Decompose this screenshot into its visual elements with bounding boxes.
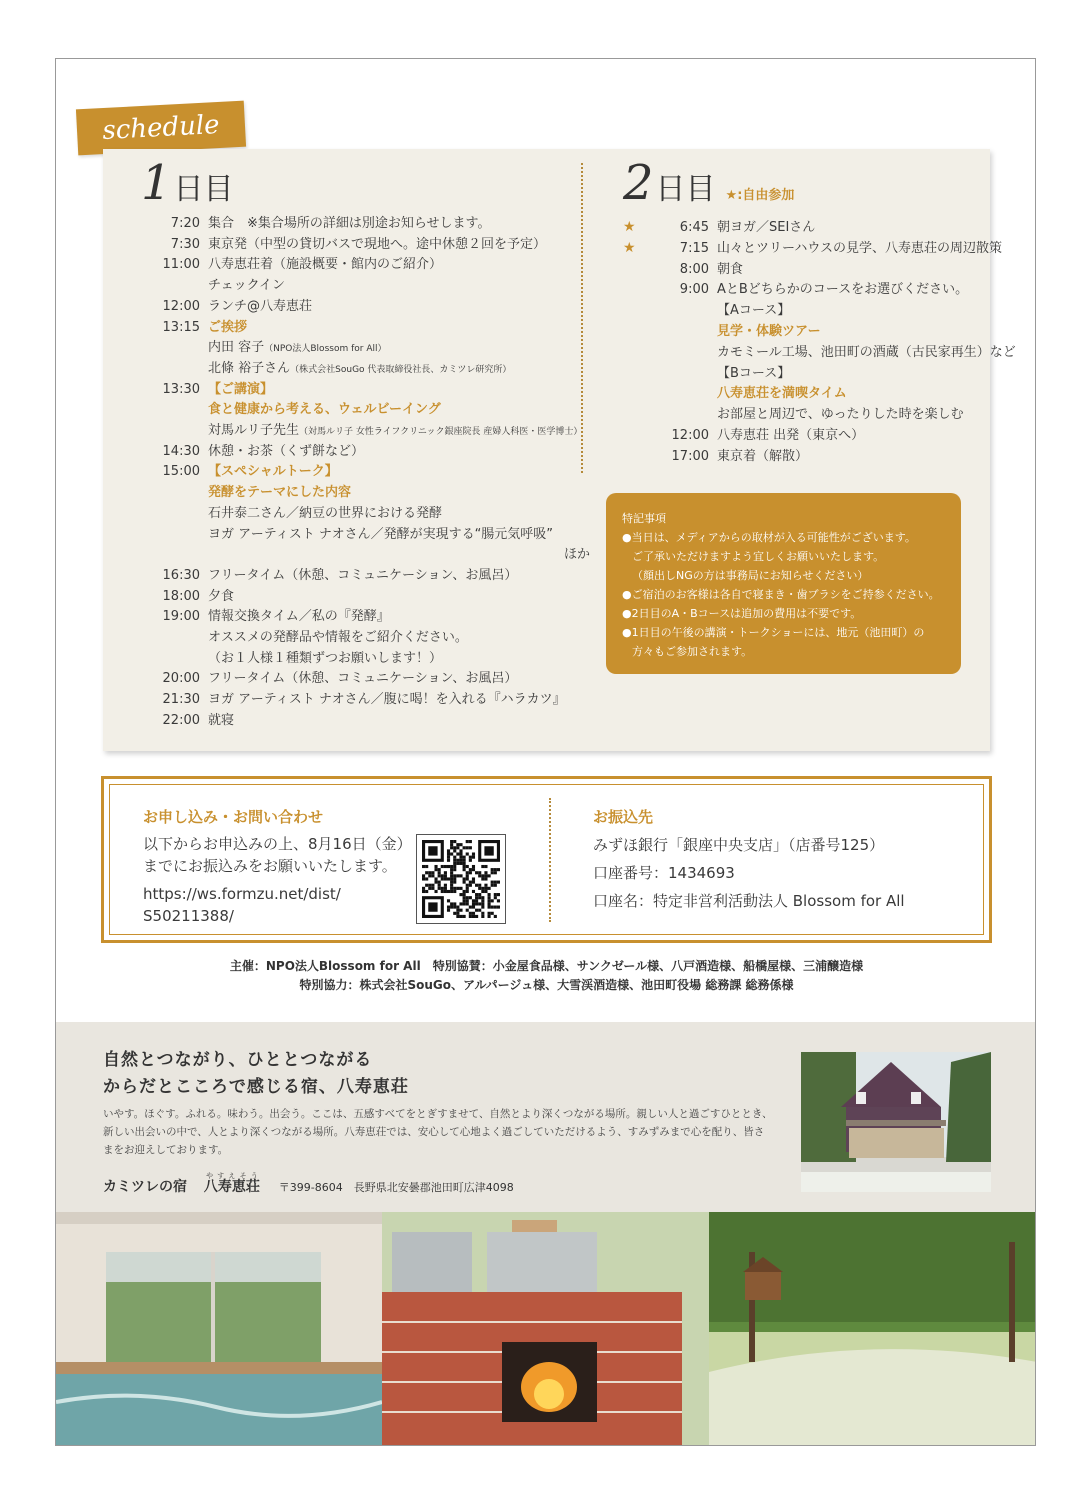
- schedule-item-text: 発酵をテーマにした内容: [208, 485, 352, 501]
- inn-building-photo: [801, 1052, 991, 1192]
- bank-branch: みずほ銀行「銀座中央支店」（店番号125）: [593, 836, 885, 854]
- schedule-item-text: 【Aコース】: [717, 303, 791, 319]
- schedule-time: 20:00: [162, 671, 200, 687]
- schedule-item: [208, 236, 546, 254]
- schedule-item-text: オススメの発酵品や情報をご紹介ください。: [208, 630, 468, 645]
- schedule-time: 18:00: [162, 588, 200, 604]
- schedule-item: [208, 484, 351, 502]
- schedule-item-text: 東京着（解散）: [717, 448, 809, 464]
- qr-code-image: [422, 840, 500, 918]
- inn-name: [203, 1172, 260, 1195]
- schedule-panel: [103, 149, 1016, 751]
- notes-line: （顔出しNGの方は事務局にお知らせください）: [632, 569, 869, 582]
- schedule-time: 15:00: [162, 464, 200, 480]
- inn-name-text: 八寿恵荘: [203, 1179, 260, 1195]
- schedule-item: [208, 629, 468, 647]
- schedule-item: [208, 339, 386, 358]
- schedule-time: 11:00: [162, 257, 200, 273]
- schedule-time: 7:15: [679, 240, 709, 256]
- schedule-item: [717, 323, 821, 341]
- schedule-item-text: （お１人様１種類ずつお願いします！）: [208, 650, 443, 666]
- schedule-time: 12:00: [162, 298, 200, 314]
- schedule-item-text: チェックイン: [208, 278, 285, 294]
- inn-heading-line: 自然とつながり、ひととつながる: [103, 1050, 373, 1070]
- schedule-item-text: 集合 ※集合場所の詳細は別途お知らせします。: [208, 216, 491, 231]
- schedule-tag: schedule: [76, 101, 246, 156]
- schedule-item-text: 八寿恵荘 出発（東京へ）: [717, 428, 865, 443]
- schedule-item: [208, 298, 312, 316]
- inn-name-prefix: カミツレの宿: [103, 1179, 187, 1195]
- schedule-time: 14:30: [162, 443, 200, 459]
- schedule-item-text: AとBどちらかのコースをお選びください。: [717, 282, 969, 298]
- flyer-page: [55, 58, 1036, 1446]
- schedule-item-text: 八寿恵荘着（施設概要・館内のご紹介）: [208, 257, 443, 273]
- schedule-item-text: 見学・体験ツアー: [717, 324, 821, 339]
- star-icon: ★: [623, 219, 636, 235]
- schedule-item: [208, 319, 247, 337]
- schedule-item: [208, 691, 566, 709]
- schedule-item: [208, 360, 511, 379]
- schedule-item-text: 【スペシャルトーク】: [208, 464, 338, 480]
- schedule-item: [208, 256, 442, 274]
- schedule-time: 8:00: [679, 261, 709, 277]
- star-icon: ★: [623, 239, 636, 256]
- schedule-item: [208, 401, 441, 419]
- schedule-time: 21:30: [162, 692, 200, 708]
- schedule-item-text: 山々とツリーハウスの見学、八寿恵荘の周辺散策: [717, 240, 1002, 256]
- day1-number: 1: [141, 155, 172, 211]
- inn-address: 〒399-8604 長野県北安曇郡池田町広津4098: [278, 1181, 514, 1194]
- schedule-item-text: 石井泰二さん／納豆の世界における発酵: [208, 505, 443, 521]
- schedule-item-text: 【ご講演】: [208, 381, 274, 397]
- schedule-time: 19:00: [162, 609, 200, 625]
- schedule-time: 12:00: [671, 428, 709, 443]
- schedule-time: 6:45: [679, 220, 709, 235]
- brick-oven-photo: [382, 1212, 709, 1446]
- schedule-item: [208, 608, 390, 626]
- bank-account-name: 口座名：特定非営利活動法人 Blossom for All: [593, 892, 905, 910]
- sponsors-line: 主催：NPO法人Blossom for All 特別協賛：小金屋食品様、サンクゼール様、八戸酒造様、船橋屋様、三浦醸造様: [229, 959, 864, 973]
- schedule-item-note: （対馬ルリ子 女性ライフクリニック銀座院長 産婦人科医・医学博士）: [299, 427, 583, 437]
- forest-treehouse-photo: [709, 1212, 1036, 1446]
- schedule-item-text: フリータイム（休憩、コミュニケーション、お風呂）: [208, 671, 518, 687]
- contact-divider: [549, 798, 551, 922]
- schedule-item-text: 情報交換タイム／私の『発酵』: [208, 609, 390, 625]
- inn-heading-line: からだとこころで感じる宿、八寿恵荘: [103, 1077, 409, 1097]
- bank-title: お振込先: [593, 808, 654, 826]
- bank-account-number: 口座番号：1434693: [593, 864, 735, 882]
- contact-box: [101, 776, 992, 943]
- form-url-link[interactable]: https://ws.formzu.net/dist/: [143, 885, 341, 903]
- free-participation-note: ★:自由参加: [725, 188, 795, 203]
- notes-line: ●ご宿泊のお客様は各自で寝まき・歯ブラシをご持参ください。: [622, 588, 940, 601]
- day2-heading: [623, 155, 794, 211]
- schedule-item: [208, 277, 285, 295]
- schedule-item-note: （株式会社SouGo 代表取締役社長、カミツレ研究所）: [290, 364, 512, 375]
- schedule-item: [208, 526, 553, 544]
- schedule-time: 13:30: [162, 381, 200, 397]
- day2-label: 日目: [655, 172, 716, 207]
- schedule-item: [717, 302, 790, 320]
- inn-section: [56, 1022, 1036, 1212]
- schedule-item: [208, 463, 338, 481]
- schedule-item: [208, 381, 273, 399]
- sponsors-line: 特別協力：株式会社SouGo、アルパージュ様、大雪渓酒造様、池田町役場 総務課 総務係様: [299, 978, 794, 992]
- schedule-item-text: ほか: [564, 547, 591, 563]
- contact-title: お申し込み・お問い合わせ: [143, 808, 324, 826]
- inn-name-reading: やすえそう: [203, 1172, 260, 1180]
- schedule-item: [717, 385, 847, 403]
- schedule-item: [717, 406, 964, 424]
- schedule-item-text: 八寿恵荘を満喫タイム: [717, 386, 847, 402]
- schedule-item-text: 対馬ルリ子先生: [208, 423, 300, 438]
- schedule-time: 13:15: [162, 319, 200, 335]
- schedule-item-text: 休憩・お茶（くず餅など）: [208, 443, 365, 459]
- schedule-item: [208, 215, 490, 233]
- schedule-item-text: 朝ヨガ／SEIさん: [717, 220, 816, 235]
- day2-number: 2: [623, 155, 654, 211]
- schedule-time: 7:30: [170, 236, 200, 252]
- schedule-item-text: 食と健康から考える、ウェルビーイング: [208, 402, 441, 418]
- schedule-item: [717, 427, 864, 445]
- schedule-item: [208, 712, 234, 730]
- schedule-time: 16:30: [162, 567, 200, 583]
- schedule-item: [717, 219, 815, 237]
- day1-heading: [141, 155, 234, 211]
- schedule-item: [208, 505, 442, 523]
- schedule-item-text: お部屋と周辺で、ゆったりした時を楽しむ: [717, 407, 964, 423]
- notes-line: ご了承いただけますよう宜しくお願いいたします。: [632, 550, 885, 563]
- qr-code[interactable]: [416, 834, 506, 924]
- schedule-item-text: 夕食: [208, 588, 235, 604]
- schedule-item-text: 内田 容子: [208, 340, 265, 356]
- schedule-time: 9:00: [679, 282, 709, 298]
- contact-line: 以下からお申込みの上、8月16日（金）: [143, 835, 412, 853]
- schedule-item-text: 朝食: [717, 261, 744, 277]
- schedule-item: [717, 365, 790, 383]
- contact-line: までにお振込みをお願いいたします。: [143, 857, 397, 875]
- schedule-item: [564, 546, 590, 564]
- schedule-item: [208, 422, 582, 441]
- schedule-item-text: ヨガ アーティスト ナオさん／発酵が実現する“腸元気呼吸”: [208, 526, 554, 542]
- schedule-item-text: ランチ@八寿恵荘: [208, 298, 313, 314]
- schedule-item-text: フリータイム（休憩、コミュニケーション、お風呂）: [208, 567, 518, 583]
- schedule-item: [717, 261, 743, 279]
- schedule-item: [208, 650, 442, 668]
- form-url-link-cont[interactable]: S50211388/: [143, 907, 234, 925]
- special-notes-box: [606, 493, 961, 674]
- schedule-item: [208, 670, 517, 688]
- schedule-item-text: 【Bコース】: [717, 365, 791, 381]
- schedule-item: [208, 588, 234, 606]
- schedule-item-text: ヨガ アーティスト ナオさん／腹に喝！を入れる『ハラカツ』: [208, 692, 566, 708]
- schedule-time: 22:00: [162, 712, 200, 728]
- notes-line: ●2日目のA・Bコースは追加の費用は不要です。: [622, 607, 862, 620]
- sponsors: [56, 957, 1036, 995]
- inn-description: いやす。ほぐす。ふれる。味わう。出会う。ここは、五感すべてをとぎすませて、自然とより深くつながる場所。親しい人と過ごすひととき、新しい出会いの中で、人とより深くつながる場所。八寿恵荘では、安心して心地よく過ごしていただけるよう、すみずみまで心を配り、皆さまをお迎えしております。: [103, 1108, 773, 1156]
- schedule-time: 17:00: [671, 448, 709, 464]
- notes-line: 方々もご参加されます。: [632, 645, 753, 658]
- bath-photo: [56, 1212, 382, 1446]
- notes-line: ●1日目の午後の講演・トークショーには、地元（池田町）の: [622, 626, 925, 639]
- schedule-time: 7:20: [170, 216, 200, 231]
- schedule-item: [208, 443, 364, 461]
- schedule-item: [717, 281, 968, 299]
- schedule-item-text: 就寝: [208, 712, 235, 728]
- schedule-item-note: （NPO法人Blossom for All）: [264, 344, 387, 355]
- schedule-item: [208, 567, 517, 585]
- schedule-item-text: ご挨拶: [208, 319, 248, 335]
- schedule-item-text: 北條 裕子さん: [208, 360, 291, 376]
- day1-label: 日目: [173, 172, 234, 207]
- schedule-item: [717, 344, 1016, 362]
- inn-heading: [103, 1047, 409, 1101]
- schedule-item-text: 東京発（中型の貸切バスで現地へ。途中休憩２回を予定）: [208, 236, 547, 252]
- schedule-item: [717, 240, 1002, 258]
- schedule-item-text: カモミール工場、池田町の酒蔵（古民家再生）など: [717, 344, 1016, 360]
- schedule-item: [717, 448, 808, 466]
- notes-line: ●当日は、メディアからの取材が入る可能性がございます。: [622, 531, 916, 544]
- inn-footer: [103, 1172, 514, 1196]
- notes-title: 特記事項: [622, 512, 666, 525]
